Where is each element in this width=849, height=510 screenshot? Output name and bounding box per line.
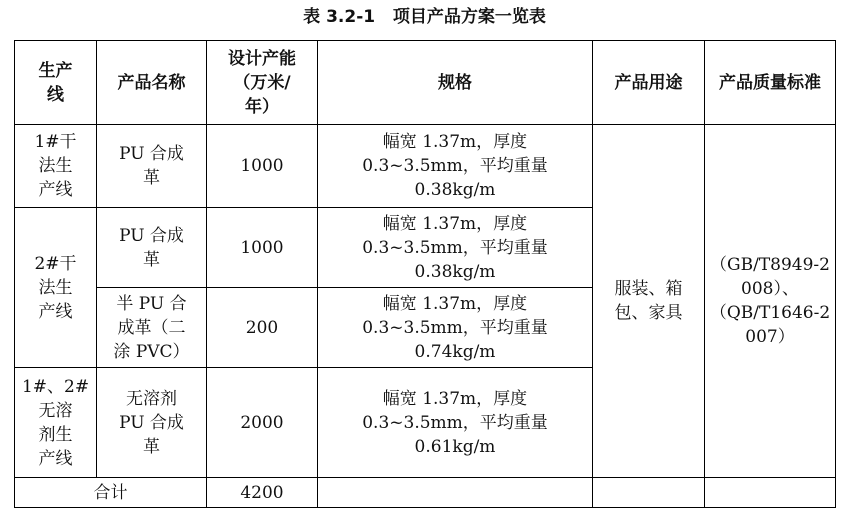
cell-production-line: 1#干 法生 产线 xyxy=(15,125,97,208)
cell-product-name: 无溶剂 PU 合成 革 xyxy=(97,368,207,478)
cell-production-line: 2#干 法生 产线 xyxy=(15,208,97,368)
table-title: 表 3.2-1 项目产品方案一览表 xyxy=(303,7,546,27)
total-row xyxy=(15,478,836,508)
table-row xyxy=(15,125,836,208)
cell-product-name: 半 PU 合 成革（二 涂 PVC） xyxy=(97,288,207,368)
total-label: 合计 xyxy=(15,478,207,508)
cell-specification: 幅宽 1.37m，厚度 0.3~3.5mm，平均重量 0.61kg/m xyxy=(318,368,593,478)
total-spec-empty xyxy=(318,478,593,508)
cell-product-name: PU 合成 革 xyxy=(97,208,207,288)
header-quality-standard: 产品质量标准 xyxy=(705,41,836,125)
total-standard-empty xyxy=(705,478,836,508)
cell-product-name: PU 合成 革 xyxy=(97,125,207,208)
cell-capacity: 2000 xyxy=(207,368,318,478)
cell-capacity: 1000 xyxy=(207,125,318,208)
header-production-line: 生产 线 xyxy=(15,41,97,125)
cell-quality-standard: （GB/T8949-2 008）、 （QB/T1646-2 007） xyxy=(705,125,836,478)
header-row xyxy=(15,41,836,125)
cell-specification: 幅宽 1.37m，厚度 0.3~3.5mm，平均重量 0.74kg/m xyxy=(318,288,593,368)
cell-specification: 幅宽 1.37m，厚度 0.3~3.5mm，平均重量 0.38kg/m xyxy=(318,208,593,288)
cell-capacity: 1000 xyxy=(207,208,318,288)
header-product-name: 产品名称 xyxy=(97,41,207,125)
product-plan-table xyxy=(14,40,836,508)
cell-specification: 幅宽 1.37m，厚度 0.3~3.5mm，平均重量 0.38kg/m xyxy=(318,125,593,208)
total-capacity: 4200 xyxy=(207,478,318,508)
header-specification: 规格 xyxy=(318,41,593,125)
header-design-capacity: 设计产能 （万米/ 年） xyxy=(207,41,318,125)
cell-product-usage: 服装、箱 包、家具 xyxy=(593,125,705,478)
cell-capacity: 200 xyxy=(207,288,318,368)
total-usage-empty xyxy=(593,478,705,508)
cell-production-line: 1#、2# 无溶 剂生 产线 xyxy=(15,368,97,478)
header-product-usage: 产品用途 xyxy=(593,41,705,125)
